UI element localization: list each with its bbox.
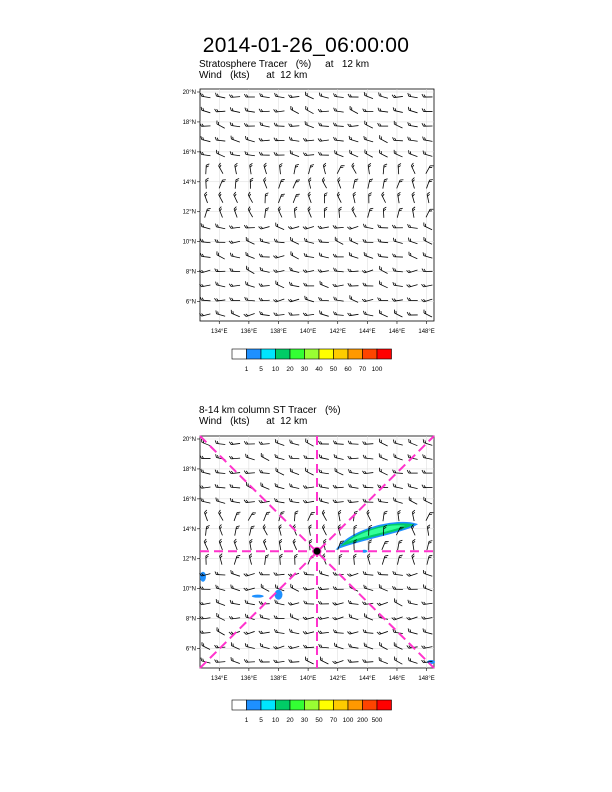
- colorbar-box: [305, 700, 320, 710]
- panel2-subtitle-line2: Wind (kts) at 12 km: [199, 416, 308, 427]
- colorbar-box: [261, 700, 276, 710]
- lat-tick-label: 14°N: [182, 526, 196, 533]
- colorbar-label: 20: [286, 366, 294, 373]
- colorbar-label: 10: [271, 717, 280, 724]
- panel1-subtitle-line2: Wind (kts) at 12 km: [199, 70, 308, 81]
- lat-tick-label: 20°N: [182, 436, 196, 443]
- colorbar-label: 5: [259, 717, 263, 724]
- colorbar-box: [363, 700, 378, 710]
- colorbar-box: [348, 700, 363, 710]
- panel2-map: [180, 429, 450, 694]
- lon-tick-label: 144°E: [359, 676, 376, 682]
- panel1-colorbar: [225, 345, 415, 380]
- colorbar-box: [290, 700, 305, 710]
- lon-tick-label: 142°E: [329, 329, 346, 335]
- lon-tick-label: 148°E: [418, 329, 435, 335]
- colorbar-box: [261, 349, 276, 359]
- lat-tick-label: 10°N: [182, 586, 196, 593]
- colorbar-box: [377, 349, 392, 359]
- colorbar-box: [377, 700, 392, 710]
- colorbar-box: [276, 700, 291, 710]
- colorbar-box: [319, 349, 334, 359]
- lat-tick-label: 16°N: [182, 496, 196, 503]
- lat-tick-label: 18°N: [182, 466, 196, 473]
- panel2-colorbar: [225, 696, 415, 731]
- tracer-contour: [274, 590, 282, 600]
- lon-tick-label: 140°E: [299, 676, 317, 682]
- colorbar-box: [247, 700, 262, 710]
- lon-tick-label: 146°E: [388, 329, 406, 335]
- colorbar-box: [305, 349, 320, 359]
- lon-tick-label: 142°E: [329, 676, 346, 682]
- lon-tick-label: 148°E: [418, 676, 435, 682]
- colorbar-label: 1: [244, 717, 249, 724]
- colorbar-label: 5: [259, 366, 263, 373]
- colorbar-box: [232, 349, 247, 359]
- panel2-subtitle-line1: 8-14 km column ST Tracer (%): [199, 405, 341, 416]
- lon-tick-label: 138°E: [270, 329, 287, 335]
- lat-tick-label: 12°N: [182, 556, 196, 563]
- colorbar-box: [232, 700, 247, 710]
- colorbar-box: [290, 349, 305, 359]
- colorbar-label: 60: [344, 366, 352, 373]
- lat-tick-label: 10°N: [182, 239, 196, 246]
- lon-tick-label: 146°E: [388, 676, 406, 682]
- colorbar-box: [334, 349, 349, 359]
- center-marker: [313, 547, 321, 555]
- panel1-map: [180, 82, 450, 342]
- colorbar-label: 20: [286, 717, 294, 724]
- colorbar-box: [334, 700, 349, 710]
- colorbar-box: [363, 349, 378, 359]
- lon-tick-label: 144°E: [359, 329, 376, 335]
- lat-tick-label: 6°N: [185, 646, 196, 653]
- colorbar-label: 100: [342, 717, 354, 724]
- lat-tick-label: 8°N: [185, 616, 196, 623]
- lat-tick-label: 12°N: [182, 209, 196, 216]
- colorbar-label: 40: [315, 366, 323, 373]
- panel1-subtitle-line1: Stratosphere Tracer (%) at 12 km: [199, 59, 370, 70]
- lat-tick-label: 6°N: [185, 299, 196, 306]
- colorbar-label: 200: [357, 717, 368, 724]
- colorbar-box: [348, 349, 363, 359]
- lat-tick-label: 8°N: [185, 269, 196, 276]
- lon-tick-label: 134°E: [211, 329, 228, 335]
- tracer-contour: [252, 595, 264, 598]
- lat-tick-label: 16°N: [182, 149, 196, 156]
- colorbar-label: 30: [300, 717, 309, 724]
- colorbar-label: 70: [329, 717, 338, 724]
- plot-title: 2014-01-26_06:00:00: [202, 34, 410, 57]
- colorbar-label: 10: [271, 366, 280, 373]
- colorbar-label: 50: [329, 366, 338, 373]
- colorbar-label: 30: [300, 366, 309, 373]
- colorbar-box: [276, 349, 291, 359]
- lon-tick-label: 140°E: [299, 329, 317, 335]
- lon-tick-label: 138°E: [270, 676, 287, 682]
- tracer-contour: [200, 572, 206, 582]
- lon-tick-label: 136°E: [240, 676, 258, 682]
- colorbar-label: 500: [371, 717, 383, 724]
- colorbar-box: [319, 700, 334, 710]
- colorbar-label: 1: [244, 366, 249, 373]
- colorbar-label: 70: [358, 366, 367, 373]
- lat-tick-label: 18°N: [182, 119, 196, 126]
- colorbar-box: [247, 349, 262, 359]
- lat-tick-label: 20°N: [182, 89, 196, 96]
- lon-tick-label: 136°E: [240, 329, 258, 335]
- lat-tick-label: 14°N: [182, 179, 196, 186]
- colorbar-label: 50: [315, 717, 323, 724]
- colorbar-label: 100: [371, 366, 383, 373]
- lon-tick-label: 134°E: [211, 676, 228, 682]
